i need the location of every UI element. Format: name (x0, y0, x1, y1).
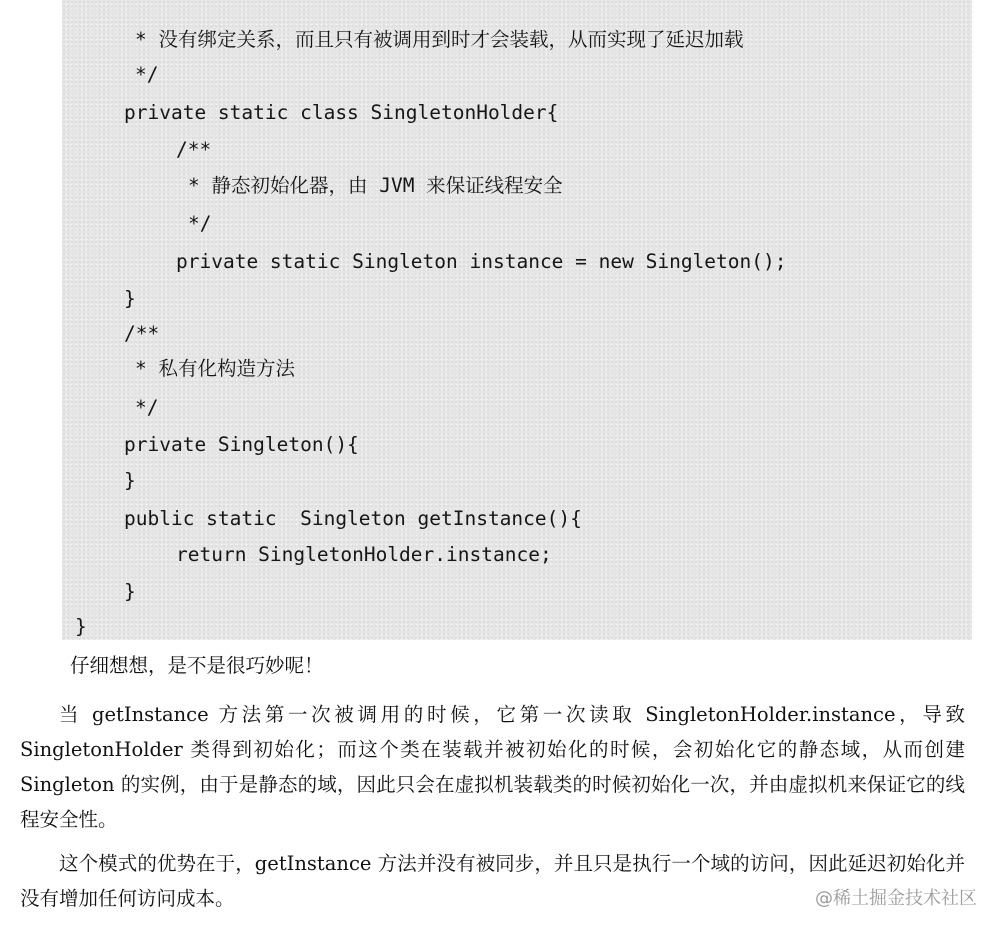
code-line: */ (188, 212, 212, 235)
code-line: } (75, 615, 87, 638)
code-line: } (124, 580, 136, 603)
code-line: /** (176, 138, 212, 161)
paragraph-1: 仔细想想，是不是很巧妙呢！ (70, 654, 324, 677)
watermark-text: @稀土掘金技术社区 (815, 888, 977, 909)
code-line: */ (135, 396, 159, 419)
code-line: private static Singleton instance = new Singleton(); (176, 250, 787, 273)
paragraph-2: 当 getInstance 方法第一次被调用的时候，它第一次读取 SingletonHolder.instance，导致 SingletonHolder 类得到初始化；而这个类在装载并被初始化的时候，会初始化它的静态域，从而创建 Singleton 的实例，由于是静态的域，因此只会在虚拟机装载类的时候初始化一次，并由虚拟机来保证它的线程安全性。 (20, 703, 965, 831)
code-line: } (124, 469, 136, 492)
code-block (62, 0, 972, 640)
code-line: */ (135, 63, 159, 86)
code-line: * 没有绑定关系，而且只有被调用到时才会装载，从而实现了延迟加载 (135, 28, 744, 51)
code-line: } (124, 287, 136, 310)
code-line: private Singleton(){ (124, 433, 359, 456)
code-line: public static Singleton getInstance(){ (124, 507, 582, 530)
code-line: return SingletonHolder.instance; (176, 543, 552, 566)
code-line: * 静态初始化器，由 JVM 来保证线程安全 (188, 174, 563, 197)
code-line: * 私有化构造方法 (135, 357, 295, 380)
paragraph-3: 这个模式的优势在于，getInstance 方法并没有被同步，并且只是执行一个域的访问，因此延迟初始化并没有增加任何访问成本。 (20, 852, 965, 910)
code-line: private static class SingletonHolder{ (124, 101, 559, 124)
code-line: /** (124, 322, 160, 345)
